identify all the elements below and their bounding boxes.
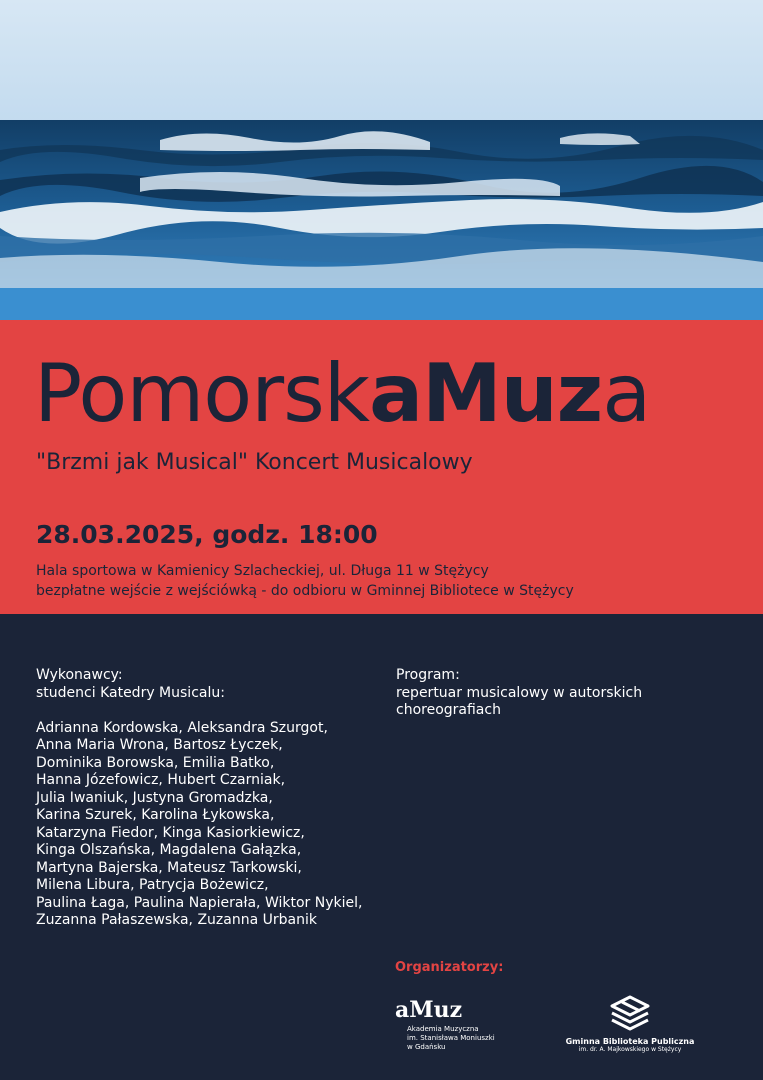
program-column	[396, 667, 726, 720]
event-header	[0, 320, 763, 614]
performer-line: Paulina Łaga, Paulina Napierała, Wiktor Nykiel,	[36, 894, 363, 911]
event-venue	[36, 561, 574, 601]
title-part-2: aMuz	[369, 347, 603, 440]
performer-line: Adrianna Kordowska, Aleksandra Szurgot,	[36, 719, 328, 736]
performer-line: Julia Iwaniuk, Justyna Gromadzka,	[36, 789, 273, 806]
library-name: Gminna Biblioteka Publiczna	[565, 1037, 695, 1046]
amuz-logo-text	[407, 1025, 515, 1052]
amuz-line-3: w Gdańsku	[407, 1043, 446, 1051]
sea-photo	[0, 0, 763, 320]
event-date: 28.03.2025, godz. 18:00	[36, 520, 378, 549]
performer-line: Hanna Józefowicz, Hubert Czarniak,	[36, 772, 286, 788]
library-subname: im. dr. A. Majkowskiego w Stężycy	[578, 1046, 682, 1053]
organizers-label: Organizatorzy:	[395, 960, 504, 975]
program-line-2: choreografiach	[396, 702, 501, 718]
venue-line-2: bezpłatne wejście z wejściówką - do odbioru w Gminnej Bibliotece w Stężycy	[36, 583, 574, 599]
amuz-line-2: im. Stanisława Moniuszki	[407, 1034, 495, 1042]
performer-line: Anna Maria Wrona, Bartosz Łyczek,	[36, 737, 283, 753]
performer-line: Kinga Olszańska, Magdalena Gałązka,	[36, 842, 302, 858]
book-stack-icon	[608, 994, 652, 1034]
performer-line: Milena Libura, Patrycja Bożewicz,	[36, 877, 269, 893]
performer-line: Dominika Borowska, Emilia Batko,	[36, 754, 275, 771]
title-part-3: a	[602, 347, 651, 440]
library-logo	[555, 994, 705, 1053]
program-label: Program:	[396, 667, 460, 683]
event-title	[34, 347, 651, 440]
amuz-line-1: Akademia Muzyczna	[407, 1025, 479, 1033]
details-section	[0, 614, 763, 1080]
amuz-logo-mark: aMuz	[395, 997, 463, 1023]
performer-line: Martyna Bajerska, Mateusz Tarkowski,	[36, 859, 302, 876]
performers-group: studenci Katedry Musicalu:	[36, 684, 225, 701]
performers-label: Wykonawcy:	[36, 667, 123, 683]
amuz-logo	[395, 999, 515, 1052]
title-part-1: Pomorsk	[34, 347, 370, 440]
program-line-1: repertuar musicalowy w autorskich	[396, 684, 643, 701]
performer-line: Zuzanna Pałaszewska, Zuzanna Urbanik	[36, 912, 317, 928]
performer-line: Katarzyna Fiedor, Kinga Kasiorkiewicz,	[36, 824, 305, 841]
performer-line: Karina Szurek, Karolina Łykowska,	[36, 807, 275, 823]
event-subtitle: "Brzmi jak Musical" Koncert Musicalowy	[36, 450, 473, 475]
venue-line-1: Hala sportowa w Kamienicy Szlacheckiej, ul. Długa 11 w Stężycy	[36, 563, 489, 579]
performers-column	[36, 667, 376, 930]
